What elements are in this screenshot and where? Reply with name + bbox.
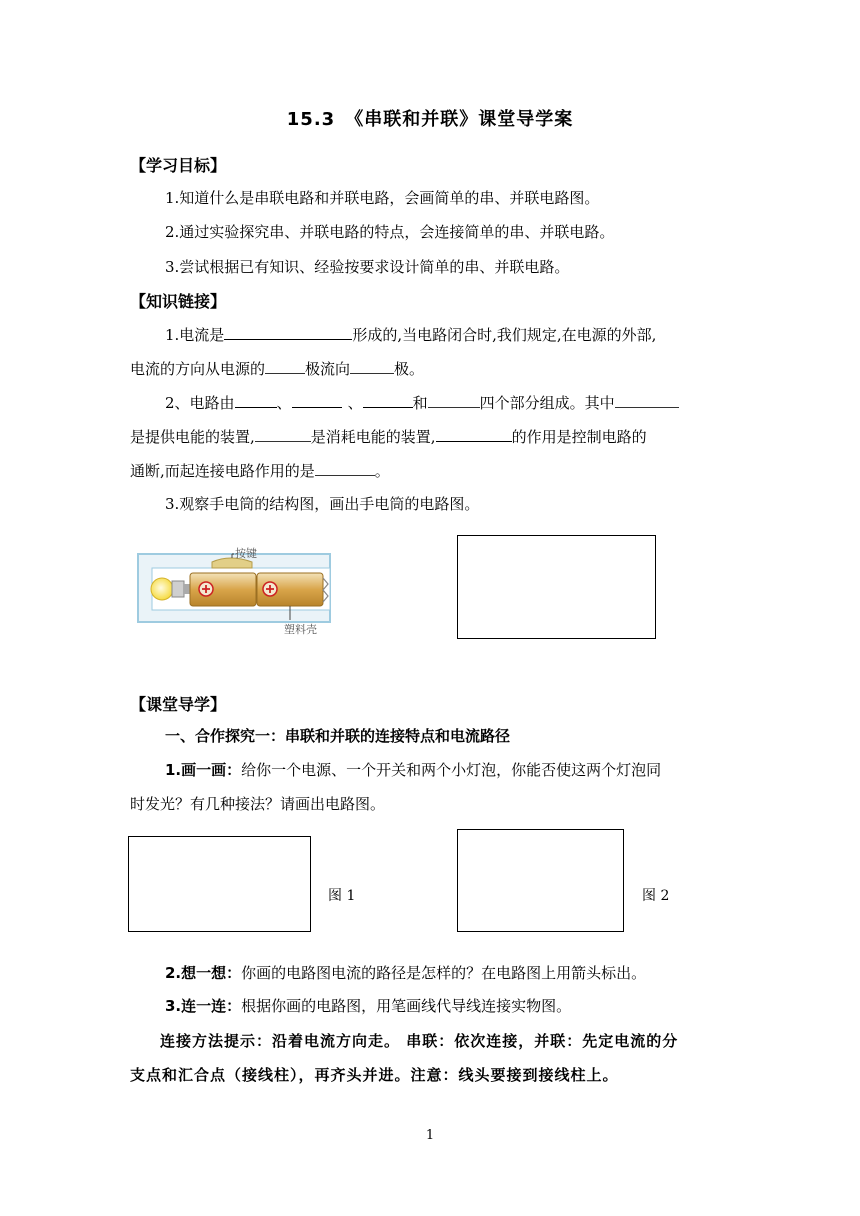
label-button: 按键 [235, 547, 257, 560]
think-label: 2.想一想： [165, 964, 242, 982]
q2-text-b: 四个部分组成。其中 [479, 394, 615, 412]
knowledge-q2-line1 [165, 391, 679, 413]
q2-blank-7[interactable] [436, 425, 512, 442]
q2-and: 和 [412, 394, 428, 412]
knowledge-q2-line2 [130, 425, 647, 447]
q2-sep-2: 、 [347, 394, 363, 412]
q2-text-d: 是消耗电能的装置, [310, 428, 436, 446]
q2-text-g: 。 [374, 462, 390, 480]
q2-blank-2[interactable] [292, 391, 342, 408]
draw-line1 [165, 759, 661, 780]
q2-text-e: 的作用是控制电路的 [511, 428, 647, 446]
q1-blank-3[interactable] [350, 357, 394, 374]
knowledge-q3: 3.观察手电筒的结构图，画出手电筒的电路图。 [165, 495, 480, 513]
q2-blank-5[interactable] [615, 391, 679, 408]
objective-item-1: 1.知道什么是串联电路和并联电路，会画简单的串、并联电路图。 [165, 189, 600, 207]
q2-blank-6[interactable] [255, 425, 311, 442]
flashlight-diagram [130, 540, 360, 645]
q1-text-b: 形成的,当电路闭合时,我们规定,在电源的外部, [352, 326, 657, 344]
q2-blank-4[interactable] [428, 391, 480, 408]
think-text: 你画的电路图电流的路径是怎样的？在电路图上用箭头标出。 [241, 964, 647, 982]
q2-text-f: 通断,而起连接电路作用的是 [130, 462, 315, 480]
q1-blank-1[interactable] [224, 323, 352, 340]
figure-2-label: 图 2 [642, 888, 670, 904]
q2-blank-8[interactable] [315, 459, 375, 476]
knowledge-heading: 【知识链接】 [130, 292, 227, 311]
connect-label: 3.连一连： [165, 997, 242, 1015]
draw-text1: 给你一个电源、一个开关和两个小灯泡，你能否使这两个灯泡同 [241, 761, 662, 779]
q1-blank-2[interactable] [265, 357, 305, 374]
draw-label: 1.画一画： [165, 761, 242, 779]
hint-line-1: 连接方法提示：沿着电流方向走。 串联：依次连接，并联：先定电流的分 [160, 1032, 679, 1050]
flashlight-answer-box[interactable] [457, 535, 656, 639]
q1-text-d: 极流向 [305, 360, 351, 378]
q1-text-e: 极。 [394, 360, 425, 378]
label-shell: 塑料壳 [284, 623, 317, 636]
section-1-title: 一、合作探究一：串联和并联的连接特点和电流路径 [165, 727, 511, 745]
knowledge-q1-line1 [165, 323, 656, 345]
connect-text: 根据你画的电路图，用笔画线代导线连接实物图。 [241, 997, 572, 1015]
guide-heading: 【课堂导学】 [130, 695, 227, 714]
q2-text-c: 是提供电能的装置, [130, 428, 255, 446]
connect-line [165, 995, 571, 1016]
q2-text-a: 2、电路由 [165, 394, 235, 412]
objective-item-2: 2.通过实验探究串、并联电路的特点，会连接简单的串、并联电路。 [165, 223, 615, 241]
q2-blank-1[interactable] [235, 391, 277, 408]
page-number: 1 [425, 1128, 435, 1143]
hint-line-2: 支点和汇合点（接线柱），再齐头并进。注意：线头要接到接线柱上。 [130, 1066, 619, 1084]
q2-sep-1: 、 [276, 394, 292, 412]
q1-text-a: 1.电流是 [165, 326, 225, 344]
figure-2-box[interactable] [457, 829, 624, 932]
knowledge-q2-line3 [130, 459, 390, 481]
q1-text-c: 电流的方向从电源的 [130, 360, 266, 378]
objectives-heading: 【学习目标】 [130, 156, 227, 175]
knowledge-q1-line2 [130, 357, 424, 379]
q2-blank-3[interactable] [363, 391, 413, 408]
page-title: 15.3 《串联和并联》课堂导学案 [286, 109, 574, 130]
think-line [165, 962, 646, 983]
figure-1-box[interactable] [128, 836, 311, 932]
figure-1-label: 图 1 [328, 888, 356, 904]
objective-item-3: 3.尝试根据已有知识、经验按要求设计简单的串、并联电路。 [165, 258, 570, 276]
draw-line2: 时发光？有几种接法？请画出电路图。 [130, 795, 386, 813]
